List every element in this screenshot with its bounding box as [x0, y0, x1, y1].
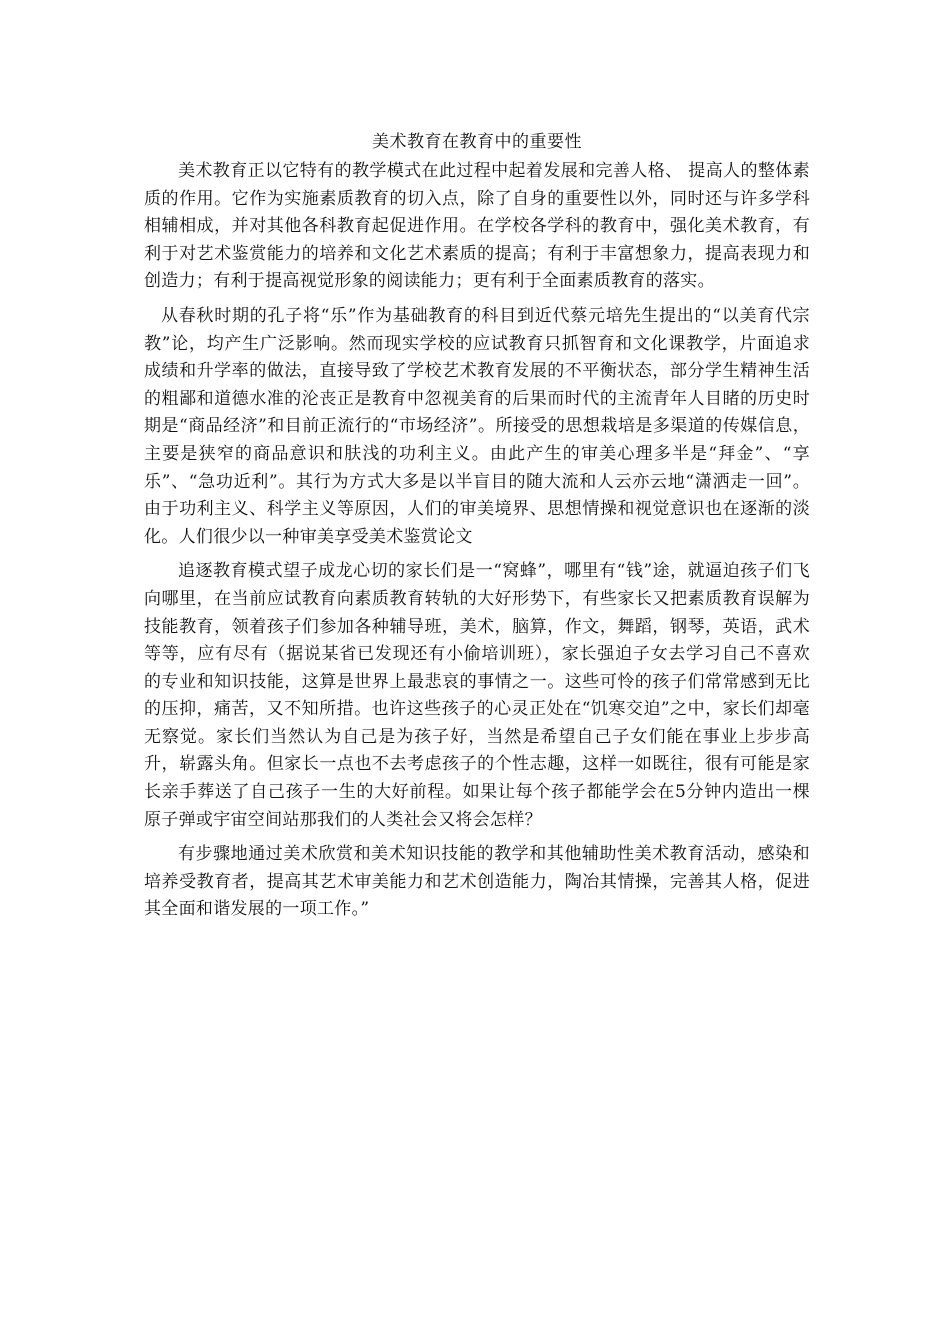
paragraph-1: 美术教育正以它特有的教学模式在此过程中起着发展和完善人格、 提高人的整体素质的作用。它作为实施素质教育的切入点，除了自身的重要性以外，同时还与许多学科相辅相成，并对其他各科教育起促进作用。在学校各学科的教育中，强化美术教育，有利于对艺术鉴赏能力的培养和文化艺术素质的提高；有利于丰富想象力，提高表现力和创造力；有利于提高视觉形象的阅读能力；更有利于全面素质教育的落实。 [144, 161, 810, 292]
document-title: 美术教育在教育中的重要性 [372, 132, 582, 152]
paragraph-2: 从春秋时期的孔子将“乐”作为基础教育的科目到近代蔡元培先生提出的“以美育代宗教”论，均产生广泛影响。然而现实学校的应试教育只抓智育和文化课教学，片面追求成绩和升学率的做法，直接导致了学校艺术教育发展的不平衡状态，部分学生精神生活的粗鄙和道德水准的沦丧正是教育中忽视美育的后果而时代的主流青年人目睹的历史时期是“商品经济”和目前正流行的“市场经济”。所接受的思想栽培是多渠道的传媒信息，主要是狭窄的商品意识和肤浅的功利主义。由此产生的审美心理多半是“拜金”、“享乐”、“急功近利”。其行为方式大多是以半盲目的随大流和人云亦云地“潇洒走一回”。由于功利主义、科学主义等原因，人们的审美境界、思想情操和视觉意识也在逐渐的淡化。人们很少以一种审美享受美术鉴赏论文 [144, 305, 810, 547]
paragraph-4: 有步骤地通过美术欣赏和美术知识技能的教学和其他辅助性美术教育活动，感染和培养受教育者，提高其艺术审美能力和艺术创造能力，陶冶其情操，完善其人格，促进其全面和谐发展的一项工作。” [144, 844, 810, 920]
document-page [144, 128, 810, 931]
paragraph-3: 追逐教育模式望子成龙心切的家长们是一“窝蜂”，哪里有“钱”途，就逼迫孩子们飞向哪里，在当前应试教育向素质教育转轨的大好形势下，有些家长又把素质教育误解为技能教育，领着孩子们参加各种辅导班，美术，脑算，作文，舞蹈，钢琴，英语，武术等等，应有尽有（据说某省已发现还有小偷培训班），家长强迫子女去学习自己不喜欢的专业和知识技能，这算是世界上最悲哀的事情之一。这些可怜的孩子们常常感到无比的压抑，痛苦，又不知所措。也许这些孩子的心灵正处在“饥寒交迫”之中，家长们却毫无察觉。家长们当然认为自己是为孩子好，当然是希望自己子女们能在事业上步步高升，崭露头角。但家长一点也不去考虑孩子的个性志趣，这样一如既往，很有可能是家长亲手葬送了自己孩子一生的大好前程。如果让每个孩子都能学会在5分钟内造出一棵原子弹或宇宙空间站那我们的人类社会又将会怎样？ [144, 561, 810, 830]
